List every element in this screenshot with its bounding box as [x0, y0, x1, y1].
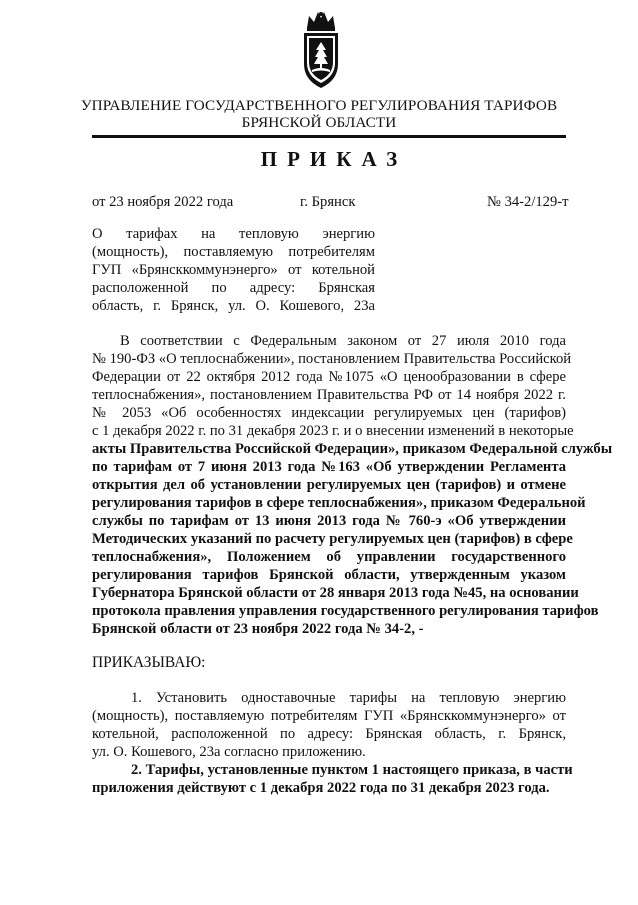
preamble-line: Федерации от 22 октября 2012 года №1075 «О ценообразовании в сфере	[92, 369, 566, 385]
preamble-line: теплоснабжения», Положением об управлении государственного	[92, 549, 566, 565]
preamble-line: регулирования тарифов в сфере теплоснабжения», приказом Федеральной	[92, 495, 586, 511]
order-item-1-line: котельной, расположенной по адресу: Брянская область, г. Брянск,	[92, 726, 566, 742]
coat-of-arms-icon	[297, 8, 345, 92]
document-date: от 23 ноября 2022 года	[92, 194, 234, 210]
preamble-line: акты Правительства Российской Федерации», приказом Федеральной службы	[92, 441, 613, 457]
preamble-line: теплоснабжения», постановлением Правительства РФ от 14 ноября 2022 г.	[92, 387, 566, 403]
subject-line: расположенной по адресу: Брянская	[92, 280, 375, 296]
preamble-line: Методических указаний по расчету регулируемых цен (тарифов) в сфере	[92, 531, 573, 547]
preamble-line: Брянской области от 23 ноября 2022 года № 34-2, -	[92, 621, 424, 637]
issuing-authority-line-2: БРЯНСКОЙ ОБЛАСТИ	[241, 114, 397, 131]
preamble-line: с 1 декабря 2022 г. по 31 декабря 2023 г. и о внесении изменений в некоторые	[92, 423, 574, 439]
preamble-line: по тарифам от 7 июня 2013 года №163 «Об утверждении Регламента	[92, 459, 566, 475]
document-title: ПРИКАЗ	[260, 147, 408, 171]
order-item-1-line: 1. Установить одноставочные тарифы на тепловую энергию	[131, 690, 566, 706]
subject-line: (мощность), поставляемую потребителям	[92, 244, 375, 260]
preamble-line: открытия дел об установлении регулируемых цен (тарифов) и отмене	[92, 477, 566, 493]
subject-line: область, г. Брянск, ул. О. Кошевого, 23а	[92, 298, 375, 314]
order-item-1-line: (мощность), поставляемую потребителям ГУП «Брянсккоммунэнерго» от	[92, 708, 566, 724]
preamble-line: Губернатора Брянской области от 28 января 2013 года №45, на основании	[92, 585, 579, 601]
subject-line: ГУП «Брянсккоммунэнерго» от котельной	[92, 262, 375, 278]
preamble-line: В соответствии с Федеральным законом от 27 июля 2010 года	[120, 333, 566, 349]
preamble-line: службы по тарифам от 13 июня 2013 года № 760-э «Об утверждении	[92, 513, 566, 529]
preamble-line: регулирования тарифов Брянской области, утвержденным указом	[92, 567, 566, 583]
document-number: № 34-2/129-т	[487, 194, 569, 210]
preamble-line: № 2053 «Об особенностях индексации регулируемых цен (тарифов)	[92, 405, 566, 421]
preamble-line: протокола правления управления государственного регулирования тарифов	[92, 603, 599, 619]
header-divider	[92, 135, 566, 138]
order-item-2-line: 2. Тарифы, установленные пунктом 1 настоящего приказа, в части	[131, 762, 573, 778]
document-city: г. Брянск	[300, 194, 356, 210]
subject-line: О тарифах на тепловую энергию	[92, 226, 375, 242]
order-item-2-line: приложения действуют с 1 декабря 2022 года по 31 декабря 2023 года.	[92, 780, 550, 796]
preamble-line: № 190-ФЗ «О теплоснабжении», постановлением Правительства Российской	[92, 351, 572, 367]
issuing-authority-line-1: УПРАВЛЕНИЕ ГОСУДАРСТВЕННОГО РЕГУЛИРОВАНИЯ ТАРИФОВ	[80, 97, 558, 114]
order-heading: ПРИКАЗЫВАЮ:	[92, 654, 206, 671]
order-item-1-line: ул. О. Кошевого, 23а согласно приложению.	[92, 744, 366, 760]
